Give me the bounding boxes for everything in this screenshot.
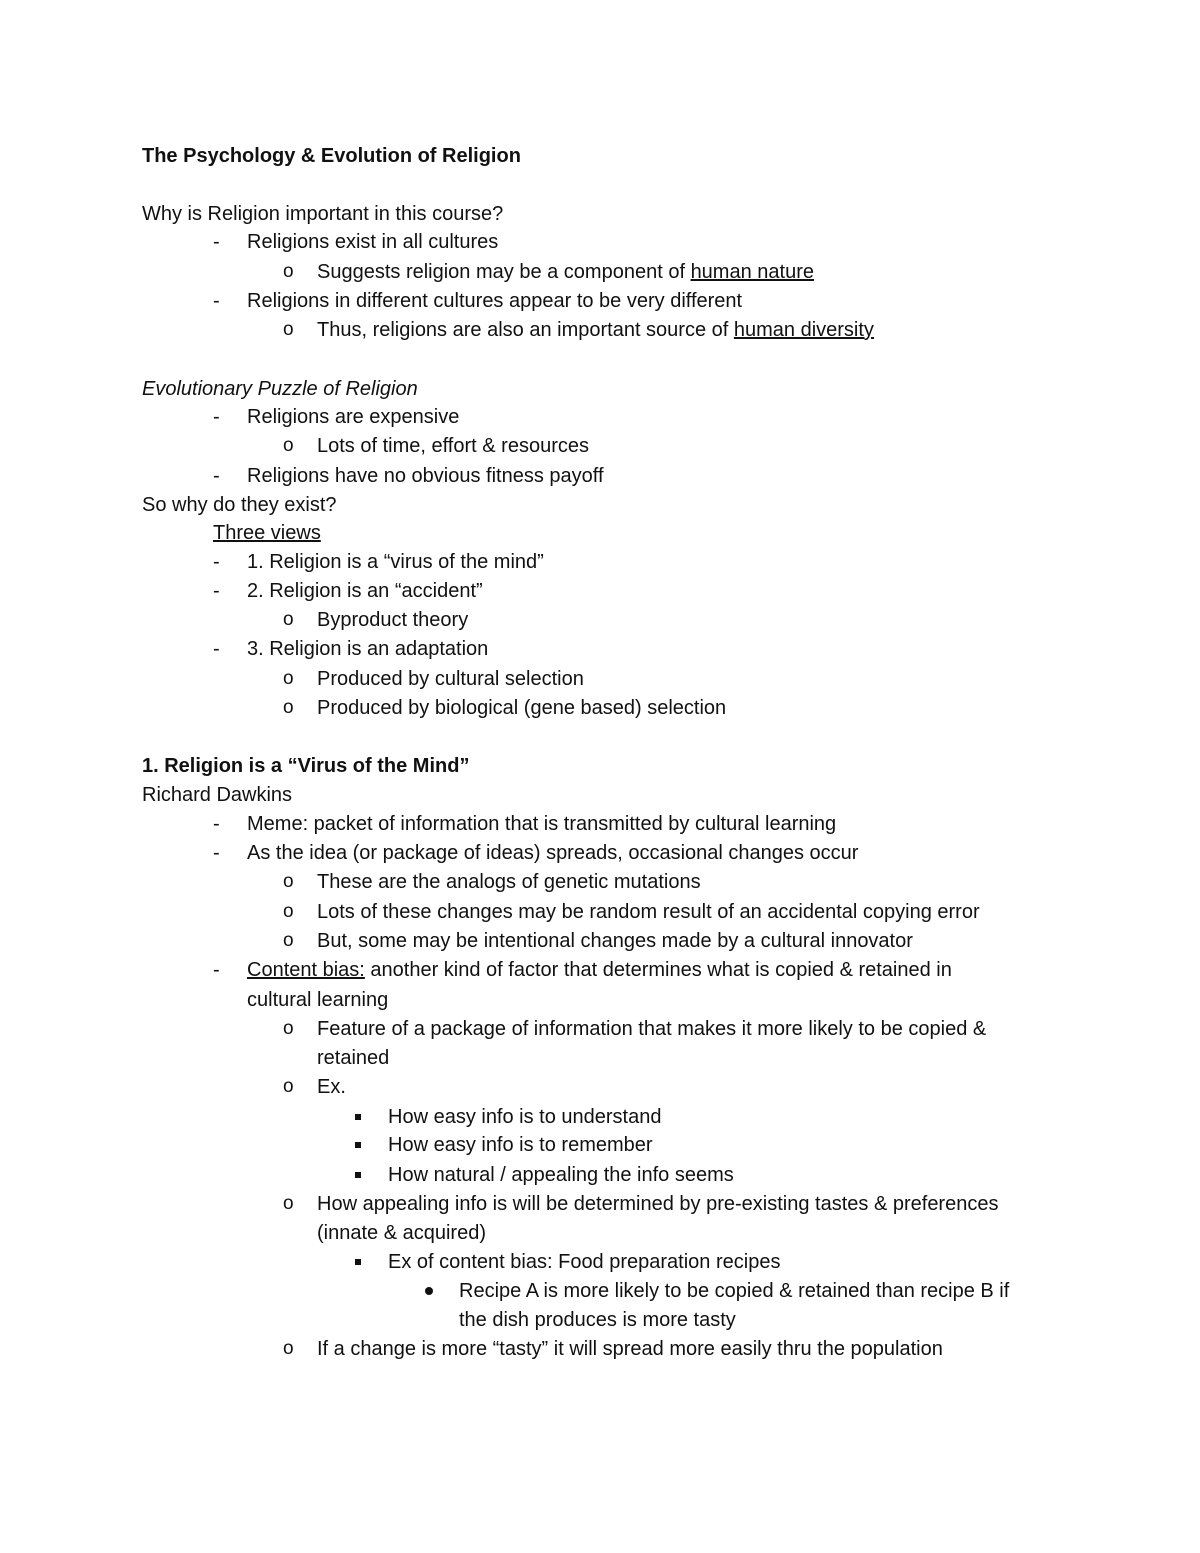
circle-marker: o [283,1076,294,1097]
round-bullet-icon [425,1278,435,1304]
circle-marker: o [283,1018,294,1039]
list-item [247,957,952,983]
list-item: Religions exist in all cultures [247,231,499,253]
list-item: Lots of time, effort & resources [317,435,589,457]
dash-marker: - [213,551,220,573]
list-item: Ex of content bias: Food preparation recipes [388,1251,781,1273]
list-item: Recipe A is more likely to be copied & retained than recipe B if [459,1280,1010,1302]
list-item-text: another kind of factor that determines what is copied & retained in [364,959,952,981]
list-item [317,317,874,343]
list-item: 2. Religion is an “accident” [247,580,483,602]
list-item-continuation: the dish produces is more tasty [459,1309,736,1331]
list-item: Lots of these changes may be random result of an accidental copying error [317,901,980,923]
circle-marker: o [283,1193,294,1214]
dash-marker: - [213,638,220,660]
circle-marker: o [283,1338,294,1359]
list-item: How easy info is to understand [388,1106,662,1128]
section-heading: Why is Religion important in this course? [142,203,504,225]
list-item-continuation: cultural learning [247,989,389,1011]
dash-marker: - [213,465,220,487]
list-item-text: Suggests religion may be a component of [317,261,691,283]
underlined-term: human diversity [733,319,874,341]
circle-marker: o [283,261,294,282]
author-line: Richard Dawkins [142,784,293,806]
circle-marker: o [283,609,294,630]
square-bullet-icon [355,1162,363,1188]
list-item: Meme: packet of information that is transmitted by cultural learning [247,813,837,835]
list-item: These are the analogs of genetic mutations [317,871,701,893]
list-item: As the idea (or package of ideas) spreads, occasional changes occur [247,842,859,864]
square-bullet-icon [355,1249,363,1275]
list-item: Religions have no obvious fitness payoff [247,465,604,487]
square-bullet-icon [355,1132,363,1158]
list-item: Religions are expensive [247,406,460,428]
circle-marker: o [283,871,294,892]
dash-marker: - [213,842,220,864]
dash-marker: - [213,290,220,312]
question-line: So why do they exist? [142,494,337,516]
list-item: How easy info is to remember [388,1134,653,1156]
circle-marker: o [283,668,294,689]
dash-marker: - [213,231,220,253]
list-item [317,259,814,285]
section-heading: 1. Religion is a “Virus of the Mind” [142,755,470,777]
list-item: 3. Religion is an adaptation [247,638,489,660]
list-item: Produced by biological (gene based) selection [317,697,727,719]
circle-marker: o [283,697,294,718]
circle-marker: o [283,930,294,951]
list-item: Feature of a package of information that makes it more likely to be copied & [317,1018,987,1040]
dash-marker: - [213,959,220,981]
list-item: How natural / appealing the info seems [388,1164,734,1186]
circle-marker: o [283,901,294,922]
list-item-continuation: retained [317,1047,390,1069]
list-item: 1. Religion is a “virus of the mind” [247,551,544,573]
list-item: Byproduct theory [317,609,469,631]
underlined-term: human nature [690,261,814,283]
dash-marker: - [213,813,220,835]
list-item: But, some may be intentional changes made by a cultural innovator [317,930,913,952]
list-item: Produced by cultural selection [317,668,584,690]
section-heading: Evolutionary Puzzle of Religion [142,378,418,400]
list-item: How appealing info is will be determined by pre-existing tastes & preferences [317,1193,999,1215]
list-item-continuation: (innate & acquired) [317,1222,486,1244]
list-item: Ex. [317,1076,346,1098]
square-bullet-icon [355,1104,363,1130]
list-item: If a change is more “tasty” it will spread more easily thru the population [317,1338,943,1360]
dash-marker: - [213,580,220,602]
list-item: Religions in different cultures appear to be very different [247,290,743,312]
document-title: The Psychology & Evolution of Religion [142,145,521,167]
circle-marker: o [283,319,294,340]
dash-marker: - [213,406,220,428]
circle-marker: o [283,435,294,456]
underlined-term: Content bias: [247,959,365,981]
subheading: Three views [213,522,321,544]
list-item-text: Thus, religions are also an important source of [317,319,734,341]
